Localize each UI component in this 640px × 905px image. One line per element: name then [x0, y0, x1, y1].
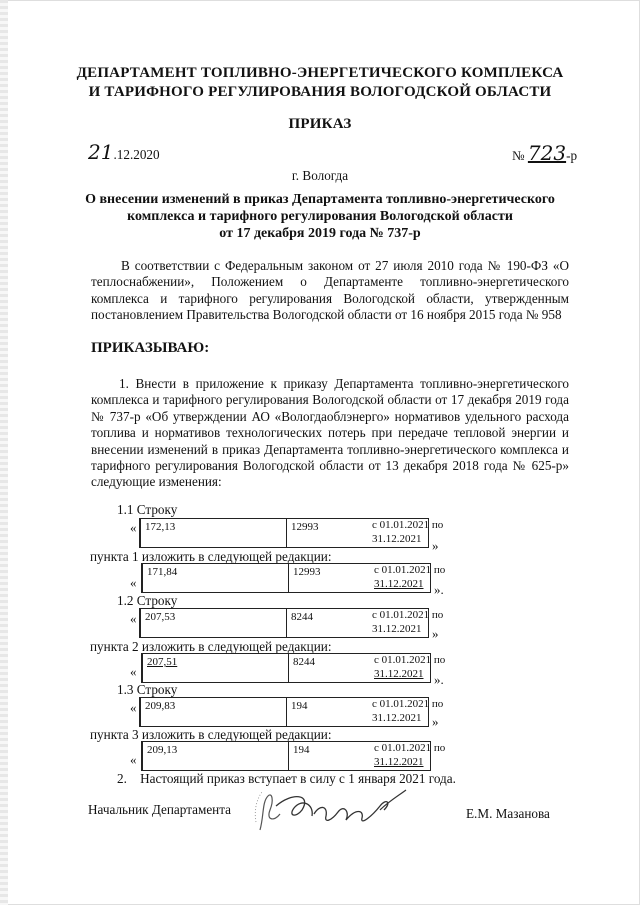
period-to: 31.12.2021 — [372, 712, 422, 724]
quote-open-1: « — [130, 520, 137, 535]
value-1: 172,13 — [140, 519, 286, 547]
item-2-paragraph: 2. Настоящий приказ вступает в силу с 1 января 2021 года. — [117, 771, 456, 786]
row-1-1-label: 1.1 Строку — [117, 502, 178, 517]
value-2: 194 — [286, 698, 368, 726]
scan-edge-noise — [0, 0, 8, 905]
value-1: 209,13 — [142, 742, 288, 770]
order-date — [88, 140, 160, 164]
preamble-paragraph: В соответствии с Федеральным законом от 27 июля 2010 года № 190-ФЗ «О теплоснабжении», Положением о Департаменте топливно-энергетического комплекса и тарифного регулирования Вологодской области, утвержденным постановлением Правительства Вологодской области от 16 ноября 2015 года № 958 — [91, 258, 569, 323]
value-1: 209,83 — [140, 698, 286, 726]
value-1: 207,53 — [140, 609, 286, 637]
quote-open-5: « — [130, 700, 137, 715]
value-2: 8244 — [288, 654, 370, 682]
city: г. Вологда — [291, 168, 349, 183]
order-title-line1: О внесении изменений в приказ Департамента топливно-энергетического — [85, 192, 555, 207]
department-name-line2: И ТАРИФНОГО РЕГУЛИРОВАНИЯ ВОЛОГОДСКОЙ ОБЛАСТИ — [88, 84, 552, 100]
table-row-1-2-old — [139, 608, 444, 638]
period-from: с 01.01.2021 по — [372, 519, 444, 531]
table-row-1-3-new — [141, 741, 446, 771]
handwritten-signature — [252, 786, 412, 836]
value-2: 8244 — [286, 609, 368, 637]
period-from: с 01.01.2021 по — [374, 742, 446, 754]
quote-close-3: » — [432, 714, 439, 729]
date-rest: .12.2020 — [113, 147, 160, 162]
row-1-3-label: 1.3 Строку — [117, 682, 178, 697]
value-2: 12993 — [286, 519, 368, 547]
quote-open-4: « — [130, 664, 137, 679]
period-from: с 01.01.2021 по — [374, 654, 446, 666]
quote-close-1: » — [432, 538, 439, 553]
document-type: ПРИКАЗ — [288, 116, 352, 132]
value-1: 207,51 — [142, 654, 288, 682]
value-2: 194 — [288, 742, 370, 770]
table-row-1-3-old — [139, 697, 444, 727]
number-suffix: -р — [566, 148, 578, 163]
period-to: 31.12.2021 — [374, 756, 424, 768]
row-1-2-label: 1.2 Строку — [117, 593, 178, 608]
order-title — [0, 191, 640, 242]
item-1-paragraph: 1. Внести в приложение к приказу Департамента топливно-энергетического комплекса и тарифного регулирования Вологодской области от 17 декабря 2019 года № 737-р «Об утверждении АО «Вологдаоблэнерго» нормативов удельного расхода топлива и нормативов технологических потерь при передаче тепловой энергии и внесении изменений в приказ Департамента топливно-энергетического комплекса и тарифного регулирования Вологодской области от 13 декабря 2018 года № 625-р» следующие изменения: — [91, 376, 569, 490]
department-header — [0, 64, 640, 102]
period-to: 31.12.2021 — [374, 578, 424, 590]
period-from: с 01.01.2021 по — [372, 609, 444, 621]
table-row-1-1-new — [141, 563, 446, 593]
order-title-line3: от 17 декабря 2019 года № 737-р — [219, 226, 421, 241]
edit-label-2: пункта 2 изложить в следующей редакции: — [90, 639, 332, 654]
edit-label-1: пункта 1 изложить в следующей редакции: — [90, 549, 332, 564]
period-from: с 01.01.2021 по — [374, 564, 446, 576]
quote-open-6: « — [130, 752, 137, 767]
handwritten-day: 21 — [88, 140, 114, 164]
period-from: с 01.01.2021 по — [372, 698, 444, 710]
value-1: 171,84 — [142, 564, 288, 592]
department-name-line1: ДЕПАРТАМЕНТ ТОПЛИВНО-ЭНЕРГЕТИЧЕСКОГО КОМПЛЕКСА — [76, 65, 564, 81]
quote-close-dot-1: ». — [434, 582, 444, 597]
quote-close-2: » — [432, 626, 439, 641]
signatory-name: Е.М. Мазанова — [466, 806, 550, 821]
period-to: 31.12.2021 — [374, 668, 424, 680]
edit-label-3: пункта 3 изложить в следующей редакции: — [90, 727, 332, 742]
order-word: ПРИКАЗЫВАЮ: — [91, 340, 210, 356]
quote-open-2: « — [130, 575, 137, 590]
table-row-1-2-new — [141, 653, 446, 683]
order-number — [512, 141, 578, 165]
period-to: 31.12.2021 — [372, 623, 422, 635]
order-title-line2: комплекса и тарифного регулирования Вологодской области — [127, 209, 513, 224]
period-to: 31.12.2021 — [372, 533, 422, 545]
table-row-1-1-old — [139, 518, 444, 548]
quote-close-dot-2: ». — [434, 672, 444, 687]
handwritten-number: 723 — [527, 141, 567, 165]
value-2: 12993 — [288, 564, 370, 592]
quote-open-3: « — [130, 611, 137, 626]
number-sign: № — [512, 148, 525, 163]
signatory-position: Начальник Департамента — [88, 802, 232, 817]
